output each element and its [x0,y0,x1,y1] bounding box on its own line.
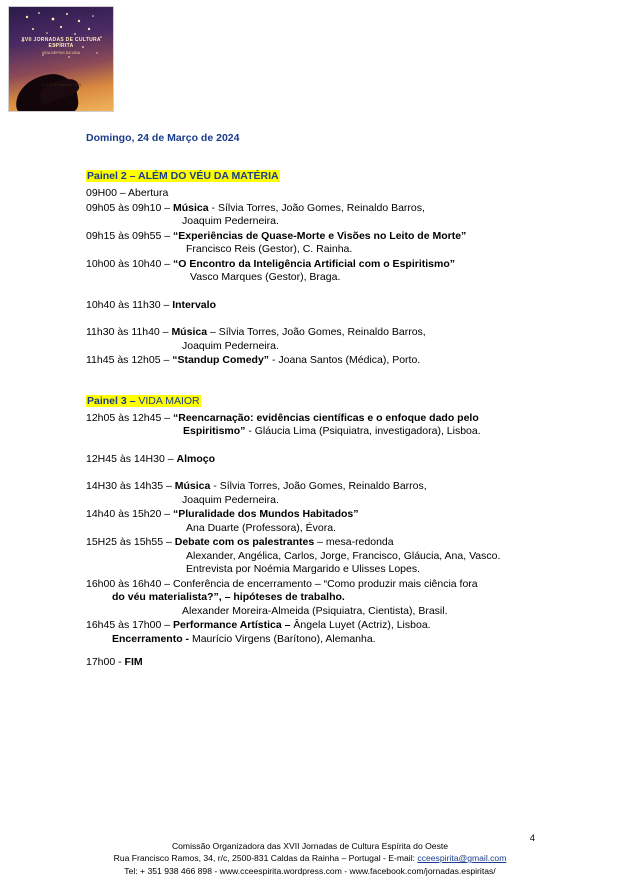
entry-continuation: Ana Duarte (Professora), Évora. [186,521,336,534]
panel-3-label: Painel 3 – [87,394,139,407]
entry-continuation: Alexander Moreira-Almeida (Psiquiatra, Cientista), Brasil. [182,604,448,617]
schedule-body [86,132,566,671]
entry-title: Performance Artística – [173,619,294,631]
footer-line-organization: Comissão Organizadora das XVII Jornadas de Cultura Espírita do Oeste [171,840,449,851]
entry-time: 12h05 às 12h45 – [86,411,173,424]
poster-title: XVII JORNADAS DE CULTURA ESPÍRITA [21,37,101,49]
spacer [86,286,566,299]
schedule-entry [86,453,566,467]
schedule-entry [86,202,566,229]
entry-text: Abertura [128,187,169,199]
poster-date: 22 a 24 de Março de 2024 [41,83,81,87]
panel-3-title: VIDA MAIOR [138,394,200,407]
footer-line-address [0,852,620,865]
entry-time: 11h30 às 11h40 – [86,326,172,338]
spacer [86,313,566,326]
entry-text: – Sílvia Torres, João Gomes, Reinaldo Barros, [207,326,426,338]
entry-time: 12H45 às 14H30 – [86,452,177,465]
entry-text: - Sílvia Torres, João Gomes, Reinaldo Barros, [208,201,425,214]
event-poster-image [8,6,114,112]
page-number: 4 [529,833,535,844]
entry-time: 15H25 às 15h55 – [86,536,175,548]
panel-2-heading [86,170,280,182]
panel-3-heading [86,395,201,407]
entry-continuation [86,425,566,439]
entry-title: “Standup Comedy” [172,354,270,366]
entry-title: Intervalo [172,298,216,311]
entry-time: 09H00 – [86,187,129,199]
entry-text: Ângela Luyet (Actriz), Lisboa. [293,619,431,631]
entry-time: 09h15 às 09h55 – [86,229,173,242]
footer-line-contacts: Tel: + 351 938 466 898 - www.cceespirita.wordpress.com - www.facebook.com/jornadas.espiritas/ [124,865,496,876]
entry-text: Conferência de encerramento – “Como produzir mais ciência fora [173,577,478,590]
schedule-entry [86,508,566,535]
entry-title: FIM [124,656,143,668]
entry-text: - Joana Santos (Médica), Porto. [269,354,421,366]
panel-2-label: Painel 2 – [87,170,138,182]
entry-continuation-rest: Maurício Virgens (Barítono), Alemanha. [191,632,376,645]
schedule-entry [86,326,566,353]
page-footer [0,840,620,878]
schedule-entry [86,354,566,368]
spacer [86,369,566,395]
footer-address-text: Rua Francisco Ramos, 34, r/c, 2500-831 Caldas da Rainha – Portugal - E-mail: [113,853,418,863]
entry-title: Música [171,326,208,338]
schedule-entry [86,536,566,577]
entry-title: Música [173,201,209,214]
entry-title: “Pluralidade dos Mundos Habitados” [173,508,359,520]
entry-continuation: Francisco Reis (Gestor), C. Rainha. [186,243,353,255]
entry-continuation: Joaquim Pederneira. [182,215,279,227]
schedule-entry [86,258,566,285]
entry-time: 14H30 às 14h35 – [86,480,175,492]
entry-title: “Experiências de Quase-Morte e Visões no Leito de Morte” [173,229,467,242]
schedule-entry [86,230,566,257]
spacer [86,467,566,480]
schedule-entry [86,619,566,646]
entry-time: 10h40 às 11h30 – [86,298,173,311]
entry-time: 16h00 às 16h40 – [86,577,173,590]
entry-continuation-rest: - Gláucia Lima (Psiquiatra, investigadora), Lisboa. [245,425,481,437]
entry-continuation-bold: Encerramento - [112,632,192,645]
footer-email-link[interactable]: cceespirita@gmail.com [417,853,507,863]
entry-text: – mesa-redonda [314,536,394,548]
entry-time: 16h45 às 17h00 – [86,619,173,631]
entry-continuation: Joaquim Pederneira. [182,493,279,506]
entry-continuation: Entrevista por Noémia Margarido e Ulisses Lopes. [186,563,421,575]
entry-title: “O Encontro da Inteligência Artificial com o Espiritismo” [173,257,455,270]
entry-continuation [86,633,566,647]
entry-time: 17h00 - [86,656,125,668]
entry-time: 14h40 às 15h20 – [86,508,173,520]
entry-title: Música [174,480,211,492]
schedule-entry [86,480,566,507]
entry-continuation: Alexander, Angélica, Carlos, Jorge, Francisco, Gláucia, Ana, Vasco. [186,549,501,562]
date-heading: Domingo, 24 de Março de 2024 [86,132,240,144]
entry-title: Debate com os palestrantes [174,536,315,548]
entry-continuation: Joaquim Pederneira. [182,339,279,352]
schedule-entry [86,299,566,313]
spacer [86,440,566,453]
schedule-entry [86,656,566,670]
schedule-entry [86,578,566,619]
entry-title: “Reencarnação: evidências científicas e o enfoque dado pelo [173,411,479,424]
entry-continuation: Vasco Marques (Gestor), Braga. [190,271,341,283]
entry-continuation-bold: do véu materialista?”, – hipóteses de trabalho. [112,591,345,603]
entry-time: 10h00 às 10h40 – [86,257,173,270]
schedule-entry [86,412,566,439]
entry-time: 09h05 às 09h10 – [86,201,173,214]
schedule-entry [86,187,566,201]
panel-2-title: ALÉM DO VÉU DA MATÉRIA [137,170,279,182]
entry-text: - Sílvia Torres, João Gomes, Reinaldo Barros, [210,480,427,492]
entry-title: Almoço [176,452,215,465]
spacer [86,647,566,656]
entry-time: 11h45 às 12h05 – [86,354,173,366]
poster-subtitle: VIDA DEPOIS DA VIDA [42,51,80,55]
entry-continuation-bold: Espiritismo” [183,425,246,437]
